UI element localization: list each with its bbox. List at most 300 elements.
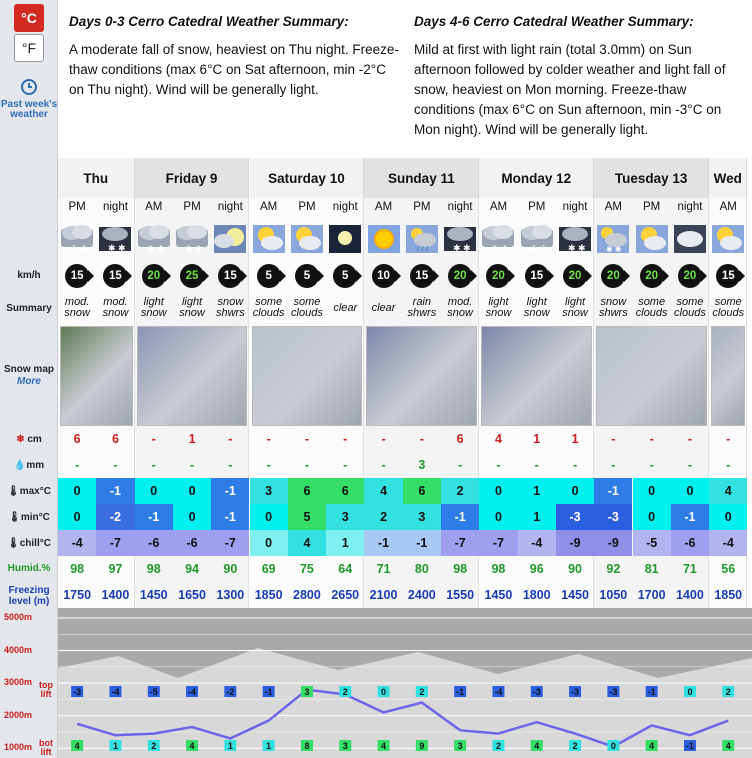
snow-cm-cell: - [228,432,233,446]
thermometer-icon: 🌡 [7,486,20,497]
max-temp-cell: 6 [288,478,326,504]
wind-arrow-icon: 5 [257,264,281,288]
rain-mm-cell: - [228,458,233,472]
top-lift-label: top lift [39,680,53,699]
svg-text:✱ ✱: ✱ ✱ [146,244,165,254]
thermometer-icon: 🌡 [8,512,21,523]
period-label: AM [719,201,737,213]
svg-text:✱ ✱: ✱ ✱ [453,243,471,253]
weather-summary-text: some clouds [291,296,323,319]
snow-cm-cell: 4 [494,432,502,446]
weather-summary-text: clear [333,301,358,314]
svg-text:✱ ✱: ✱ ✱ [606,245,622,254]
period-label: PM [643,201,661,213]
max-row-label [0,486,58,497]
max-temp-cell: -1 [594,478,632,504]
thermometer-icon: 🌡 [7,538,20,549]
freezing-level-cell: 1750 [63,588,92,602]
weather-summary-text: mod. snow [102,296,129,319]
freezing-level-cell: 1450 [139,588,168,602]
snow-cm-cell: - [726,432,731,446]
humidity-cell: 69 [261,562,276,576]
freezing-level-cell: 2800 [293,588,321,602]
min-temp-cell: 0 [58,504,96,530]
sidebar [0,0,58,758]
bot-lift-temp: 1 [112,741,118,751]
weather-summary-text: rain shwrs [407,296,437,319]
min-temp-cell: 0 [633,504,671,530]
min-temp-cell: -3 [594,504,632,530]
top-lift-temp: 0 [687,687,693,697]
max-temp-cell: 6 [403,478,441,504]
period-label: night [332,201,358,213]
bot-lift-temp: 4 [189,741,195,751]
wind-arrow-icon: 15 [103,264,127,288]
humidity-cell: 75 [299,562,314,576]
bot-lift-temp: 4 [649,741,655,751]
moon-weather-icon [326,218,364,258]
humidity-cell: 90 [223,562,238,576]
period-label: night [217,201,243,213]
wind-arrow-icon: 20 [142,264,166,288]
period-label: AM [604,201,622,213]
freezing-row-label: Freezing level (m) [8,585,50,607]
period-label: PM [298,201,316,213]
wind-arrow-icon: 20 [601,264,625,288]
top-lift-temp: -4 [494,687,503,697]
chill-temp-cell: -7 [479,530,517,556]
min-temp-cell: -1 [135,504,173,530]
weather-summary-text: some clouds [252,296,285,319]
humidity-cell: 98 [146,562,161,576]
freezing-level-cell: 1400 [676,588,704,602]
period-label: night [447,201,473,213]
top-lift-temp: -2 [226,687,235,697]
bot-lift-temp: 0 [610,741,616,751]
humidity-cell: 96 [529,562,544,576]
freezing-level-cell: 1400 [101,588,130,602]
bot-lift-label: bot lift [39,738,53,757]
weather-summary [58,0,752,157]
humidity-cell: 97 [108,562,123,576]
rain-mm-cell: - [266,458,271,472]
axis-tick-label: 4000m [4,644,33,655]
bot-lift-temp: 4 [534,741,540,751]
chill-temp-cell: -1 [364,530,402,556]
humidity-cell: 64 [338,562,353,576]
chill-temp-cell: -6 [135,530,173,556]
period-label: PM [183,201,201,213]
wind-cell [479,262,517,290]
snow-cm-cell: 6 [111,432,119,446]
max-unit-label: max°C [19,486,51,497]
snow-map[interactable] [252,326,363,426]
max-temp-cell: 0 [479,478,517,504]
celsius-button[interactable]: °C [14,4,44,32]
wind-cell [403,262,441,290]
rain-unit-label: mm [26,460,45,471]
snowflake-icon: ❄ [16,434,28,445]
snow-map[interactable] [711,326,745,426]
wind-arrow-icon: 5 [333,264,357,288]
max-temp-cell: 0 [135,478,173,504]
top-lift-temp: -4 [188,687,197,697]
summary-days-0-3 [69,12,399,100]
freezing-level-cell: 1700 [637,588,666,602]
snow-cm-cell: 6 [73,432,81,446]
max-temp-cell: 3 [250,478,288,504]
weather-summary-text: some clouds [635,296,668,319]
axis-tick-label: 5000m [4,612,33,622]
max-temp-cell: 0 [671,478,709,504]
bot-lift-temp: 1 [266,741,272,751]
humidity-cell: 81 [644,562,659,576]
snow-weather-icon [58,218,96,258]
top-lift-temp: 2 [725,687,731,697]
chill-unit-label: chill°C [19,538,51,549]
humidity-cell: 71 [376,562,391,576]
max-temp-cell: -1 [96,478,134,504]
past-weather-link[interactable] [0,78,58,120]
cloud-moon-weather-icon [211,218,249,258]
summary-row-label: Summary [6,303,52,314]
min-row-label [0,512,58,523]
wind-cell [364,262,402,290]
max-temp-cell: 6 [326,478,364,504]
rain-row-label [0,460,58,471]
wind-arrow-icon: 15 [218,264,242,288]
snow-cm-cell: - [419,432,424,446]
svg-text:✱ ✱: ✱ ✱ [491,244,510,254]
snow-weather-icon [479,218,517,258]
snow-cm-cell: 6 [456,432,464,446]
snow-night-weather-icon [441,218,479,258]
chill-temp-cell: -6 [671,530,709,556]
wind-cell [441,262,479,290]
sun-cloud-weather-icon [709,218,747,258]
snow-cm-cell: - [611,432,616,446]
wind-arrow-icon: 15 [65,264,89,288]
rain-mm-cell: - [189,458,195,472]
chill-temp-cell: -5 [633,530,671,556]
axis-tick-label: 3000m [4,677,33,688]
min-unit-label: min°C [20,512,50,523]
wind-arrow-icon: 15 [410,264,434,288]
humidity-cell: 92 [606,562,621,576]
chill-temp-cell: -9 [556,530,594,556]
rain-mm-cell: - [381,458,386,472]
top-lift-temp: -5 [149,687,158,697]
top-lift-temp: 2 [419,687,425,697]
top-lift-temp: 2 [342,687,348,697]
period-label: night [562,201,588,213]
wind-arrow-icon: 20 [486,264,510,288]
snow-map[interactable] [366,326,477,426]
svg-text:✱ ✱: ✱ ✱ [568,243,586,253]
bot-lift-temp: 1 [227,741,233,751]
period-label: AM [374,201,393,213]
snow-cm-cell: 1 [533,432,541,446]
rain-mm-cell: - [572,458,578,472]
min-temp-cell: 0 [479,504,517,530]
weather-summary-text: mod. snow [447,296,473,319]
wind-arrow-icon: 5 [295,264,319,288]
snow-cm-cell: - [151,432,156,446]
bot-lift-temp: 3 [457,741,463,751]
wind-cell [173,262,211,290]
snow-night-weather-icon [556,218,594,258]
day-header: Friday 9 [135,158,250,198]
snow-cloud-weather-icon [594,218,632,258]
top-lift-temp: -4 [111,687,120,697]
max-temp-cell: 0 [173,478,211,504]
max-temp-cell: 2 [441,478,479,504]
wind-cell [594,262,632,290]
freezing-level-chart [58,608,752,758]
cloud-night-weather-icon [671,218,709,258]
max-temp-cell: 0 [556,478,594,504]
svg-text:✱ ✱: ✱ ✱ [70,244,88,254]
period-label: AM [145,201,163,213]
freezing-level-cell: 1050 [599,588,628,602]
sun-cloud-weather-icon [250,218,288,258]
top-lift-temp: -3 [73,687,82,697]
bot-lift-temp: 2 [151,741,157,751]
rain-mm-cell: - [343,458,348,472]
wind-arrow-icon: 20 [448,264,472,288]
freezing-level-cell: 1300 [216,588,245,602]
chill-temp-cell: -7 [96,530,134,556]
past-weather-label: Past week's weather [0,99,58,120]
chill-temp-cell: -9 [594,530,632,556]
snowmap-more-link[interactable]: More [17,376,41,387]
max-temp-cell: 0 [633,478,671,504]
day-header: Thu [58,158,135,198]
humidity-cell: 98 [70,562,85,576]
wind-cell [96,262,134,290]
period-label: AM [260,201,278,213]
top-lift-temp: -3 [532,687,541,697]
min-temp-cell: -1 [441,504,479,530]
max-temp-cell: 4 [364,478,402,504]
chill-temp-cell: -7 [441,530,479,556]
wind-arrow-icon: 10 [372,264,396,288]
forecast-main [58,0,752,758]
chill-temp-cell: -4 [58,530,96,556]
weather-summary-text: mod. snow [64,296,90,319]
svg-text:✱ ✱: ✱ ✱ [108,243,127,253]
wind-row-label: km/h [17,270,41,281]
freezing-level-cell: 1650 [178,588,206,602]
max-temp-cell: 4 [709,478,747,504]
rain-mm-cell: 3 [418,458,426,472]
min-temp-cell: 1 [518,504,556,530]
chill-temp-cell: 0 [250,530,288,556]
chill-temp-cell: 4 [288,530,326,556]
axis-tick-label: 2000m [4,709,33,720]
humidity-cell: 80 [414,562,429,576]
min-temp-cell: -1 [671,504,709,530]
snow-map[interactable] [596,326,707,426]
min-temp-cell: 5 [288,504,326,530]
wind-arrow-icon: 20 [640,264,664,288]
rain-mm-cell: - [113,458,118,472]
snow-map[interactable] [137,326,248,426]
bot-lift-temp: 2 [572,741,578,751]
snow-cm-cell: - [381,432,386,446]
min-temp-cell: 3 [326,504,364,530]
min-temp-cell: 0 [173,504,211,530]
bot-lift-temp: 4 [725,741,731,751]
snow-row-label [0,434,58,445]
chill-temp-cell: -4 [709,530,747,556]
day-header: Saturday 10 [250,158,365,198]
weather-summary-text: light snow [562,296,588,319]
wind-cell [211,262,249,290]
humidity-cell: 98 [491,562,506,576]
sun-weather-icon [364,218,402,258]
rain-mm-cell: - [687,458,693,472]
snow-cm-cell: 1 [188,432,196,446]
top-lift-temp: -1 [456,687,465,697]
rain-mm-cell: - [726,458,731,472]
max-temp-cell: 1 [518,478,556,504]
weather-summary-text: snow shwrs [215,296,245,319]
sun-cloud-weather-icon [288,218,326,258]
sun-cloud-weather-icon [633,218,671,258]
period-label: AM [489,201,508,213]
svg-text:/ / /: / / / [416,245,428,254]
wind-cell [135,262,173,290]
freezing-level-cell: 2100 [369,588,398,602]
day-header: Tuesday 13 [594,158,709,198]
day-header: Wed [709,158,747,198]
svg-text:✱ ✱: ✱ ✱ [529,244,548,254]
wind-cell [671,262,709,290]
freezing-level-cell: 1450 [484,588,513,602]
top-lift-temp: 3 [304,687,310,697]
wind-cell [633,262,671,290]
axis-tick-label: 1000m [4,742,33,753]
wind-arrow-icon: 25 [180,264,204,288]
clock-icon [20,78,38,96]
wind-cell [58,262,96,290]
snow-map[interactable] [481,326,592,426]
freezing-level-cell: 1550 [446,588,475,602]
min-temp-cell: -1 [211,504,249,530]
freezing-level-cell: 1850 [714,588,743,602]
snow-weather-icon [173,218,211,258]
bot-lift-temp: -1 [685,741,694,751]
chill-temp-cell: -7 [211,530,249,556]
weather-summary-text: light snow [179,296,205,319]
summary-right-title: Days 4-6 Cerro Catedral Weather Summary: [414,14,694,29]
rain-mm-cell: - [496,458,501,472]
humid-row-label: Humid.% [7,563,51,574]
humidity-cell: 90 [568,562,582,576]
top-lift-temp: -3 [609,687,618,697]
wind-arrow-icon: 20 [563,264,587,288]
top-lift-temp: -1 [264,687,273,697]
day-header: Sunday 11 [364,158,479,198]
bot-lift-temp: 9 [419,741,425,751]
snowmap-row-label: Snow map [3,364,54,375]
freezing-level-cell: 1450 [561,588,589,602]
wind-cell [518,262,556,290]
humidity-cell: 98 [453,562,468,576]
snow-cm-cell: - [343,432,348,446]
min-temp-cell: 0 [709,504,747,530]
min-temp-cell: 3 [403,504,441,530]
weather-summary-text: light snow [485,296,512,319]
wind-cell [250,262,288,290]
period-label: PM [413,201,431,213]
snow-weather-icon [135,218,173,258]
weather-summary-text: some clouds [712,296,745,319]
top-lift-temp: 0 [381,687,387,697]
max-temp-cell: 0 [58,478,96,504]
wind-cell [709,262,747,290]
summary-left-title: Days 0-3 Cerro Catedral Weather Summary: [69,14,349,29]
min-temp-cell: -2 [96,504,134,530]
weather-summary-text: clear [371,301,396,314]
snow-unit-label: cm [27,434,42,445]
summary-right-text: Mild at first with light rain (total 3.0mm) on Sun afternoon followed by colder weather and light fall of snow, heaviest on Mon morning. Freeze-thaw conditions (max 6°C on Sun afternoon, min -3°C on Mon night). Wind will be generally light. [414,42,726,137]
wind-cell [326,262,364,290]
rain-mm-cell: - [649,458,654,472]
bot-lift-temp: 4 [74,741,80,751]
bot-lift-temp: 2 [495,741,501,751]
period-label: night [677,201,703,213]
bot-lift-temp: 3 [342,741,348,751]
rain-mm-cell: - [75,458,80,472]
rain-mm-cell: - [611,458,616,472]
wind-arrow-icon: 15 [525,264,549,288]
wind-arrow-icon: 15 [716,264,740,288]
chill-temp-cell: -1 [403,530,441,556]
summary-left-text: A moderate fall of snow, heaviest on Thu night. Freeze-thaw conditions (max 6°C on Sat afternoon, min -2°C on Thu night). Wind will be generally light. [69,42,399,97]
humidity-cell: 71 [682,562,697,576]
weather-summary-text: snow shwrs [598,296,628,319]
humidity-cell: 94 [185,562,199,576]
rain-mm-cell: - [151,458,156,472]
snow-map[interactable] [60,326,133,426]
top-lift-temp: -3 [571,687,580,697]
weather-summary-text: light snow [140,296,167,319]
bot-lift-temp: 4 [381,741,387,751]
freezing-level-cell: 2400 [407,588,436,602]
period-label: PM [68,201,86,213]
freezing-level-cell: 1850 [254,588,283,602]
rain-mm-cell: - [458,458,463,472]
wind-cell [556,262,594,290]
raindrop-icon: 💧 [13,460,27,471]
freezing-level-cell: 1800 [522,588,551,602]
rain-weather-icon [403,218,441,258]
chill-temp-cell: 1 [326,530,364,556]
fahrenheit-button[interactable]: °F [14,34,44,62]
rain-mm-cell: - [534,458,539,472]
snow-cm-cell: - [687,432,693,446]
weather-summary-text: some clouds [674,296,706,319]
summary-days-4-6 [414,12,744,140]
bot-lift-temp: 8 [304,741,310,751]
period-label: night [102,201,128,213]
snow-cm-cell: - [649,432,654,446]
wind-arrow-icon: 20 [678,264,702,288]
period-label: PM [528,201,546,213]
top-lift-temp: -1 [647,687,656,697]
